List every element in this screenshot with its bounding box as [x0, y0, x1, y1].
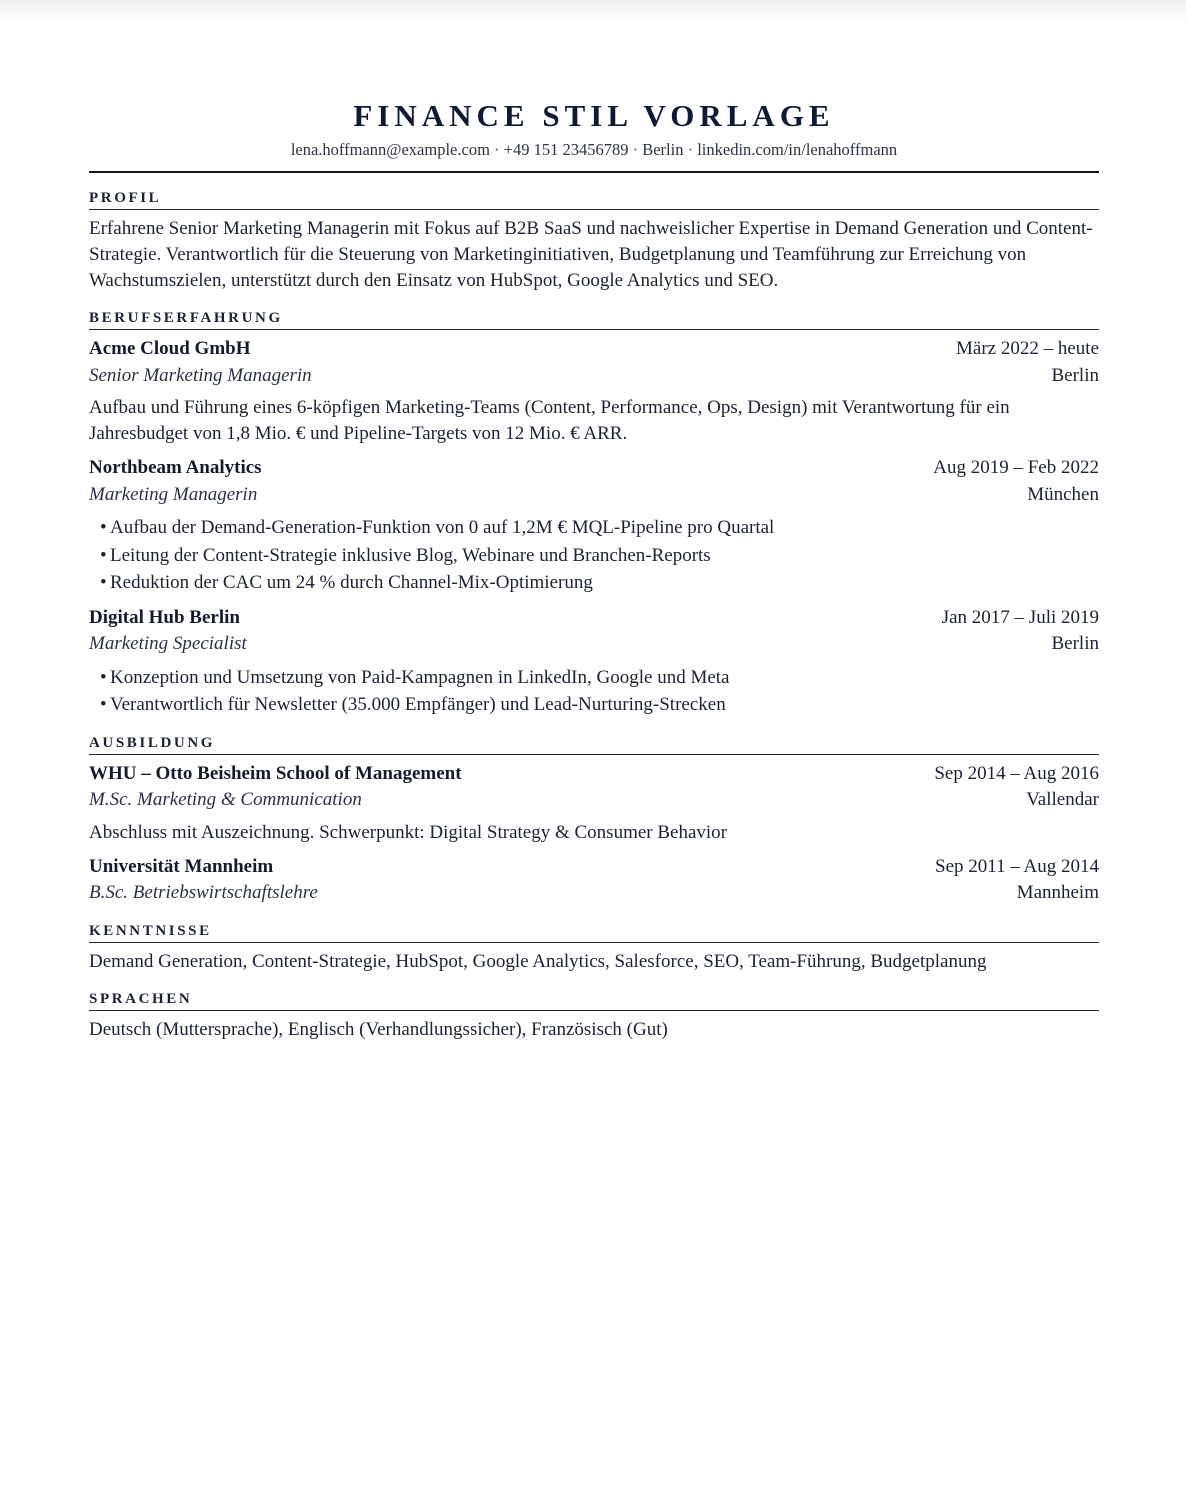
job-title: Marketing Managerin: [89, 483, 258, 505]
page-top-shade: [0, 0, 1186, 22]
job-dates: Jan 2017 – Juli 2019: [941, 606, 1099, 628]
job-bullet-text: Leitung der Content-Strategie inklusive Blog, Webinare und Branchen-Reports: [110, 544, 711, 566]
bullet-icon: •: [100, 572, 107, 593]
job-bullet-list: [89, 664, 1099, 719]
section-title-skills: KENNTNISSE: [89, 907, 1099, 943]
company-name: Northbeam Analytics: [89, 457, 262, 478]
job-location: Berlin: [1051, 364, 1099, 386]
section-title-education: AUSBILDUNG: [89, 719, 1099, 755]
education-entry: [89, 761, 1099, 846]
education-location: Mannheim: [1016, 882, 1099, 903]
job-title: Marketing Specialist: [89, 633, 247, 654]
languages-text: Deutsch (Muttersprache), Englisch (Verhandlungssicher), Französisch (Gut): [89, 1018, 668, 1040]
bullet-icon: •: [100, 694, 107, 715]
resume-name: FINANCE STIL VORLAGE: [353, 98, 835, 133]
job-location: München: [1027, 483, 1099, 505]
job-bullet-list: [89, 514, 1099, 597]
experience-section: [89, 294, 1099, 719]
education-description: Abschluss mit Auszeichnung. Schwerpunkt: Digital Strategy & Consumer Behavior: [89, 821, 728, 843]
job-bullet-text: Verantwortlich für Newsletter (35.000 Empfänger) und Lead-Nurturing-Strecken: [110, 694, 726, 715]
job-bullet: [100, 691, 1099, 719]
education-dates: Sep 2014 – Aug 2016: [934, 762, 1099, 784]
job-bullet: [100, 514, 1099, 542]
job-bullet-text: Reduktion der CAC um 24 % durch Channel-Mix-Optimierung: [110, 572, 593, 593]
skills-text: Demand Generation, Content-Strategie, HubSpot, Google Analytics, Salesforce, SEO, Team-Führung, Budgetplanung: [89, 950, 987, 972]
contact-line: [89, 138, 1099, 162]
resume-header: [89, 95, 1099, 173]
job-bullet-text: Aufbau der Demand-Generation-Funktion von 0 auf 1,2M € MQL-Pipeline pro Quartal: [110, 517, 775, 538]
job-bullet: [100, 542, 1099, 570]
degree-name: M.Sc. Marketing & Communication: [89, 789, 362, 810]
job-bullet: [100, 664, 1099, 692]
section-title-experience: BERUFSERFAHRUNG: [89, 294, 1099, 330]
school-name: WHU – Otto Beisheim School of Management: [89, 762, 462, 784]
resume-page: [89, 95, 1099, 1043]
skills-section: [89, 907, 1099, 975]
contact-linkedin[interactable]: linkedin.com/in/lenahoffmann: [697, 140, 898, 159]
experience-entry: [89, 336, 1099, 447]
bullet-icon: •: [100, 666, 107, 688]
bullet-icon: •: [100, 517, 107, 538]
school-name: Universität Mannheim: [89, 855, 274, 877]
profile-section: [89, 173, 1099, 294]
contact-email[interactable]: lena.hoffmann@example.com: [290, 140, 490, 159]
experience-entry: [89, 455, 1099, 597]
job-bullet-text: Konzeption und Umsetzung von Paid-Kampagnen in LinkedIn, Google und Meta: [110, 666, 730, 688]
education-dates: Sep 2011 – Aug 2014: [935, 855, 1099, 877]
section-title-profile: PROFIL: [89, 173, 1099, 210]
contact-separator: ·: [494, 140, 500, 159]
contact-phone[interactable]: +49 151 23456789: [503, 140, 629, 159]
contact-separator: ·: [687, 140, 694, 159]
profile-text: Erfahrene Senior Marketing Managerin mit Fokus auf B2B SaaS und nachweislicher Expertise in Demand Generation und Content-Strategie. Verantwortlich für die Steuerung von Marketinginitiativen, Budgetplanung und Teamführung zur Erreichung von Wachstumszielen, unterstützt durch den Einsatz von HubSpot, Google Analytics und SEO.: [89, 218, 1093, 291]
contact-separator: ·: [632, 140, 639, 159]
languages-section: [89, 975, 1099, 1043]
job-bullet: [100, 569, 1099, 597]
degree-name: B.Sc. Betriebswirtschaftslehre: [89, 882, 318, 903]
job-title: Senior Marketing Managerin: [89, 364, 312, 386]
education-location: Vallendar: [1026, 789, 1099, 810]
bullet-icon: •: [100, 544, 107, 566]
job-description: Aufbau und Führung eines 6-köpfigen Marketing-Teams (Content, Performance, Ops, Design) mit Verantwortung für ein Jahresbudget von 1,8 Mio. € und Pipeline-Targets von 12 Mio. € ARR.: [89, 397, 1010, 444]
company-name: Digital Hub Berlin: [89, 606, 240, 628]
job-dates: Aug 2019 – Feb 2022: [933, 457, 1099, 478]
contact-city: Berlin: [642, 140, 684, 159]
education-section: [89, 719, 1099, 907]
education-entry: [89, 854, 1099, 907]
experience-entry: [89, 605, 1099, 719]
section-title-languages: SPRACHEN: [89, 975, 1099, 1011]
job-dates: März 2022 – heute: [956, 338, 1099, 359]
company-name: Acme Cloud GmbH: [89, 338, 251, 359]
job-location: Berlin: [1051, 633, 1099, 654]
